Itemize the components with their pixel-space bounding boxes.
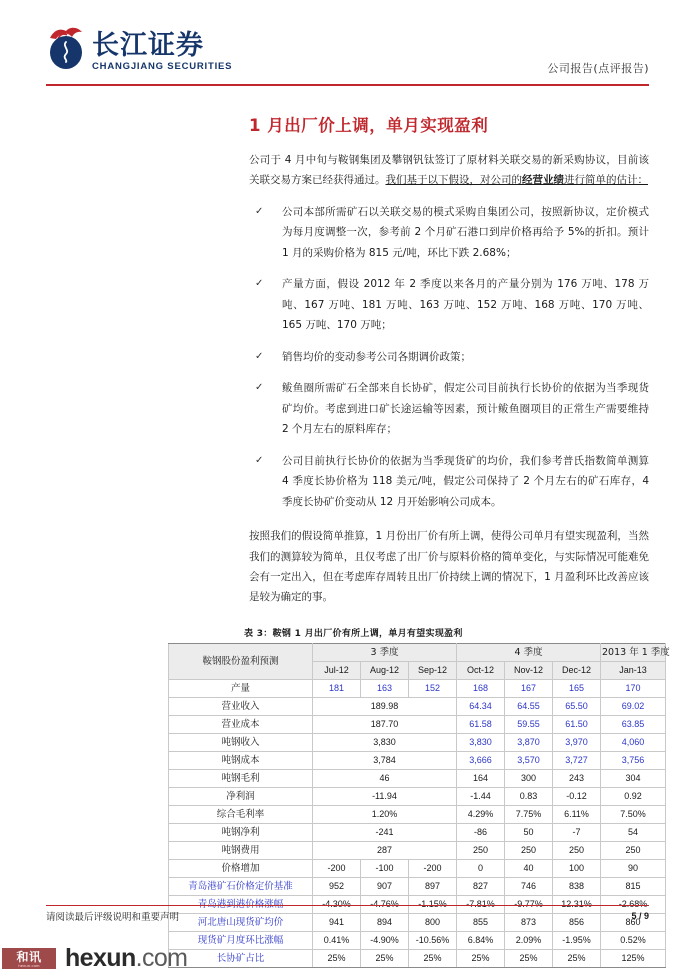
logo-name-en: CHANGJIANG SECURITIES: [92, 61, 233, 72]
hexun-badge-en: hexun.com: [18, 963, 40, 968]
table-cell: -7: [553, 823, 601, 841]
table-cell: 4.29%: [457, 805, 505, 823]
table-cell: 63.85: [601, 715, 666, 733]
table-cell: -200: [409, 859, 457, 877]
table-row: [169, 733, 666, 751]
row-label: 价格增加: [169, 859, 313, 877]
table-cell: 0: [457, 859, 505, 877]
table-cell: 856: [553, 913, 601, 931]
table-cell: 64.34: [457, 697, 505, 715]
table-cell: 250: [457, 841, 505, 859]
check-icon: ✓: [255, 382, 264, 394]
table-cell: 50: [505, 823, 553, 841]
row-label: 吨钢成本: [169, 751, 313, 769]
table-row: [169, 877, 666, 895]
table-row: [169, 805, 666, 823]
table-cell: 25%: [553, 949, 601, 967]
table-cell: 25%: [457, 949, 505, 967]
table-cell: -0.12: [553, 787, 601, 805]
table-cell: 250: [553, 841, 601, 859]
table-cell: 243: [553, 769, 601, 787]
table-cell: 25%: [505, 949, 553, 967]
hexun-wordmark: [65, 944, 187, 973]
table-cell: 3,570: [505, 751, 553, 769]
hexun-wordmark-bold: hexun: [65, 944, 136, 972]
table-cell: -100: [361, 859, 409, 877]
table-cell: 152: [409, 679, 457, 697]
column-header-oct12: Oct-12: [457, 661, 505, 679]
page-title: 1 月出厂价上调，单月实现盈利: [249, 116, 489, 135]
lead-text-underlined-a: 我们基于以下假设，对公司的: [385, 174, 522, 187]
row-label: 营业收入: [169, 697, 313, 715]
footer-page-number: 5 / 9: [631, 911, 649, 921]
table-cell: 25%: [313, 949, 361, 967]
table-cell: -10.56%: [409, 931, 457, 949]
row-label: 吨钢净利: [169, 823, 313, 841]
table-cell: -1.95%: [553, 931, 601, 949]
table-row: [169, 931, 666, 949]
row-label: 吨钢毛利: [169, 769, 313, 787]
table-cell: 941: [313, 913, 361, 931]
table-cell: 64.55: [505, 697, 553, 715]
hexun-watermark: [2, 944, 187, 973]
check-icon: ✓: [255, 205, 264, 217]
table-cell: 0.52%: [601, 931, 666, 949]
table-cell: 46: [313, 769, 457, 787]
table-cell: 250: [505, 841, 553, 859]
changjiang-logo-mark-icon: [46, 26, 86, 72]
table-cell: 163: [361, 679, 409, 697]
lead-text-emphasis: 经营业绩: [522, 174, 564, 187]
check-icon: ✓: [255, 454, 264, 466]
table-row: [169, 715, 666, 733]
table-cell: 164: [457, 769, 505, 787]
report-type-label: 公司报告(点评报告): [547, 62, 649, 75]
table-cell: 165: [553, 679, 601, 697]
column-header-dec12: Dec-12: [553, 661, 601, 679]
lead-text-underlined-b: 进行简单的估计：: [564, 174, 648, 187]
lead-text-plain: 公司于 4 月中旬与鞍钢集团及攀钢钒钛签订了原材料关联交易的新采购协议，目前该关联交易方案已经获得通过。: [249, 154, 649, 187]
assumption-bullet-list: [249, 202, 649, 512]
table-cell: 167: [505, 679, 553, 697]
column-header-nov12: Nov-12: [505, 661, 553, 679]
table-cell: 7.75%: [505, 805, 553, 823]
table-cell: 300: [505, 769, 553, 787]
list-item: [249, 378, 649, 439]
table-cell: 187.70: [313, 715, 457, 733]
table-cell: 189.98: [313, 697, 457, 715]
table-cell: 827: [457, 877, 505, 895]
list-item: [249, 347, 649, 367]
table-row: [169, 679, 666, 697]
column-header-sep12: Sep-12: [409, 661, 457, 679]
table-cell: 69.02: [601, 697, 666, 715]
table-cell: 6.11%: [553, 805, 601, 823]
conclusion-paragraph: 按照我们的假设简单推算，1 月份出厂价有所上调，使得公司单月有望实现盈利，当然我们的测算较为简单，且仅考虑了出厂价与原料价格的简单变化，与实际情况可能难免会有一定出入，但在考虑库存周转且出厂价持续上调的情况下，1 月盈利环比改善应该是较为确定的事。: [249, 530, 649, 604]
table-cell: 304: [601, 769, 666, 787]
group-header-q3: 3 季度: [313, 643, 457, 661]
table-row: [169, 751, 666, 769]
table-cell: 287: [313, 841, 457, 859]
table-cell: 61.58: [457, 715, 505, 733]
list-item: [249, 274, 649, 335]
table-cell: 3,830: [457, 733, 505, 751]
table-cell: 860: [601, 913, 666, 931]
list-item-text: 销售均价的变动参考公司各期调价政策；: [282, 350, 471, 363]
row-label: 净利润: [169, 787, 313, 805]
table-cell: 873: [505, 913, 553, 931]
table-row: [169, 697, 666, 715]
table-group-header-row: [169, 643, 666, 661]
table-cell: 59.55: [505, 715, 553, 733]
table-cell: 952: [313, 877, 361, 895]
table-row: [169, 823, 666, 841]
page-header: [0, 0, 691, 92]
list-item-text: 公司本部所需矿石以关联交易的模式采购自集团公司，按照新协议，定价模式为每月度调整一次，参考前 2 个月矿石港口到岸价格再给予 5%的折扣。预计 1 月的采购价格为 815 元/吨，环比下跌 2.68%；: [282, 205, 649, 259]
group-header-q1-2013: 2013 年 1 季度: [601, 643, 666, 661]
table-cell: -11.94: [313, 787, 457, 805]
lead-paragraph: [249, 150, 649, 191]
table-row: [169, 841, 666, 859]
table-cell: 907: [361, 877, 409, 895]
table-cell: 0.83: [505, 787, 553, 805]
table-cell: 6.84%: [457, 931, 505, 949]
table-head: [169, 643, 670, 679]
table-cell: 0.92: [601, 787, 666, 805]
table-cell: 65.50: [553, 697, 601, 715]
column-header-jan13: Jan-13: [601, 661, 666, 679]
table-body: [169, 679, 666, 967]
table-cell: 746: [505, 877, 553, 895]
table-cell: 7.50%: [601, 805, 666, 823]
row-label: 综合毛利率: [169, 805, 313, 823]
group-header-q4: 4 季度: [457, 643, 601, 661]
table-row: [169, 949, 666, 967]
table-caption: 表 3：鞍钢 1 月出厂价有所上调，单月有望实现盈利: [244, 628, 463, 639]
hexun-wordmark-tld: .com: [135, 944, 188, 972]
page-footer: [46, 909, 649, 923]
table-cell: 3,970: [553, 733, 601, 751]
table-cell: 90: [601, 859, 666, 877]
table-cell: 800: [409, 913, 457, 931]
list-item-text: 鲅鱼圈所需矿石全部来自长协矿，假定公司目前执行长协价的依据为当季现货矿均价。考虑到进口矿长途运输等因素，预计鲅鱼圈项目的正常生产需要维持 2 个月左右的原料库存；: [282, 382, 649, 436]
logo-name-cn: 长江证券: [92, 29, 204, 61]
footer-divider: [46, 905, 649, 906]
document-content: [0, 92, 691, 968]
hexun-badge-cn: 和讯: [16, 950, 42, 964]
table-cell: 3,830: [313, 733, 457, 751]
table-cell: -200: [313, 859, 361, 877]
table-row: [169, 787, 666, 805]
table-row: [169, 769, 666, 787]
list-item: [249, 202, 649, 263]
table-cell: 894: [361, 913, 409, 931]
table-cell: 3,784: [313, 751, 457, 769]
row-label: 长协矿占比: [169, 949, 313, 967]
row-label: 青岛港矿石价格定价基准: [169, 877, 313, 895]
table-cell: 3,870: [505, 733, 553, 751]
column-header-aug12: Aug-12: [361, 661, 409, 679]
logo-swirl-icon: [61, 41, 71, 63]
table-cell: 25%: [409, 949, 457, 967]
table-cell: 815: [601, 877, 666, 895]
table-cell: 61.50: [553, 715, 601, 733]
table-cell: 250: [601, 841, 666, 859]
check-icon: ✓: [255, 350, 264, 362]
hexun-badge-icon: [2, 948, 56, 969]
table-cell: 181: [313, 679, 361, 697]
row-label: 吨钢收入: [169, 733, 313, 751]
list-item-text: 公司目前执行长协价的依据为当季现货矿的均价，我们参考普氏指数简单测算 4 季度长协价格为 118 美元/吨，假定公司保持了 2 个月左右的矿石库存，4 季度长协矿价变动从 12 月开始影响公司成本。: [282, 454, 649, 508]
row-label: 产量: [169, 679, 313, 697]
table-cell: 100: [553, 859, 601, 877]
table-cell: 1.20%: [313, 805, 457, 823]
table-cell: 170: [601, 679, 666, 697]
table-cell: 0.41%: [313, 931, 361, 949]
row-label: 河北唐山现货矿均价: [169, 913, 313, 931]
row-label: 现货矿月度环比涨幅: [169, 931, 313, 949]
footer-disclaimer: 请阅读最后评级说明和重要声明: [46, 912, 180, 923]
row-label: 吨钢费用: [169, 841, 313, 859]
table-cell: 125%: [601, 949, 666, 967]
table-cell: -4.90%: [361, 931, 409, 949]
table-cell: 897: [409, 877, 457, 895]
table-cell: 54: [601, 823, 666, 841]
list-item-text: 产量方面，假设 2012 年 2 季度以来各月的产量分别为 176 万吨、178 万吨、167 万吨、181 万吨、163 万吨、152 万吨、168 万吨、170 万吨、165 万吨、170 万吨；: [282, 278, 649, 332]
table-corner-header: 鞍钢股份盈利预测: [169, 643, 313, 679]
list-item: [249, 451, 649, 512]
table-cell: -86: [457, 823, 505, 841]
table-cell: 855: [457, 913, 505, 931]
row-label: 营业成本: [169, 715, 313, 733]
check-icon: ✓: [255, 278, 264, 290]
table-cell: 3,666: [457, 751, 505, 769]
column-header-jul12: Jul-12: [313, 661, 361, 679]
table-cell: 3,756: [601, 751, 666, 769]
table-cell: 4,060: [601, 733, 666, 751]
table-row: [169, 859, 666, 877]
table-cell: 838: [553, 877, 601, 895]
table-cell: -241: [313, 823, 457, 841]
header-divider: [46, 84, 649, 86]
table-cell: 3,727: [553, 751, 601, 769]
table-cell: -1.44: [457, 787, 505, 805]
table-cell: 40: [505, 859, 553, 877]
table-cell: 2.09%: [505, 931, 553, 949]
table-cell: 25%: [361, 949, 409, 967]
table-cell: 168: [457, 679, 505, 697]
company-logo: [46, 26, 232, 72]
logo-text: [92, 29, 233, 72]
